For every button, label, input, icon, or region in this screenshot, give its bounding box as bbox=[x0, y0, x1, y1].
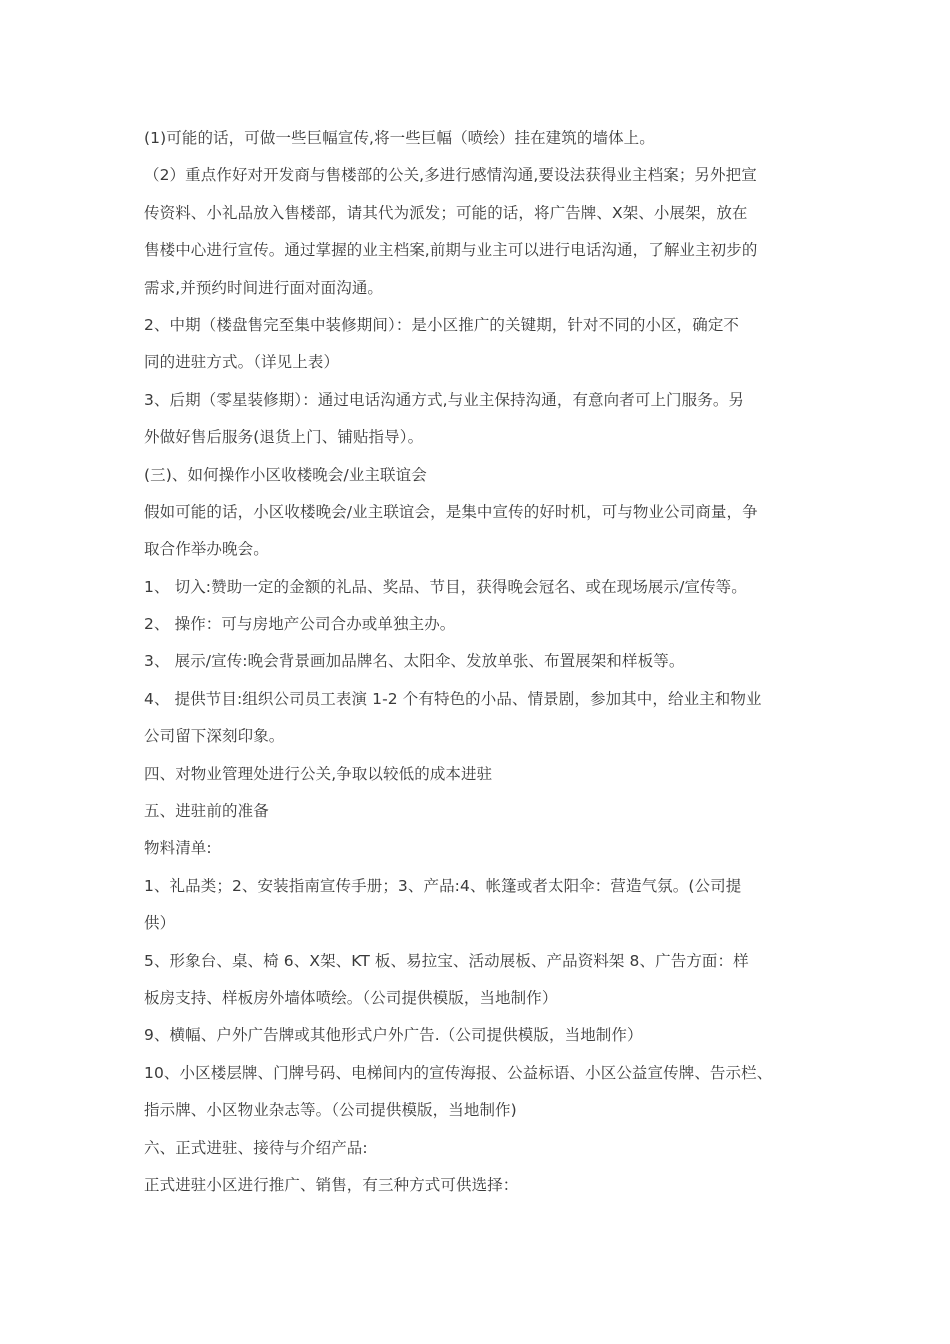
list-item: 1、 切入:赞助一定的金额的礼品、奖品、节目，获得晚会冠名、或在现场展示/宣传等。 bbox=[144, 577, 747, 596]
text-line: 取合作举办晚会。 bbox=[144, 540, 269, 559]
list-item: 10、小区楼层牌、门牌号码、电梯间内的宣传海报、公益标语、小区公益宣传牌、告示栏、 bbox=[144, 1063, 773, 1082]
text-line: 板房支持、样板房外墙体喷绘。（公司提供模版，当地制作） bbox=[144, 988, 558, 1007]
document-body bbox=[144, 120, 824, 1204]
list-item: 9、横幅、户外广告牌或其他形式户外广告.（公司提供模版，当地制作） bbox=[144, 1026, 643, 1045]
text-line: 假如可能的话，小区收楼晚会/业主联谊会，是集中宣传的好时机，可与物业公司商量，争 bbox=[144, 502, 758, 521]
text-line: 需求,并预约时间进行面对面沟通。 bbox=[144, 278, 384, 297]
text-line: 传资料、小礼品放入售楼部，请其代为派发；可能的话，将广告牌、X架、小展架，放在 bbox=[144, 203, 748, 222]
text-line: 同的进驻方式。（详见上表） bbox=[144, 353, 340, 372]
text-line: （2）重点作好对开发商与售楼部的公关,多进行感情沟通,要设法获得业主档案；另外把宣 bbox=[144, 166, 757, 185]
list-item: 1、礼品类；2、安装指南宣传手册；3、产品:4、帐篷或者太阳伞：营造气氛。(公司提 bbox=[144, 876, 742, 895]
section-heading: 六、正式进驻、接待与介绍产品: bbox=[144, 1138, 368, 1157]
list-item: 5、形象台、桌、椅 6、X架、KT 板、易拉宝、活动展板、产品资料架 8、广告方面：样 bbox=[144, 951, 749, 970]
text-line: 正式进驻小区进行推广、销售，有三种方式可供选择： bbox=[144, 1175, 519, 1194]
section-heading: 五、进驻前的准备 bbox=[144, 802, 269, 821]
text-line: 供） bbox=[144, 914, 176, 933]
text-line: 物料清单: bbox=[144, 839, 212, 858]
text-line: 外做好售后服务(退货上门、铺贴指导）。 bbox=[144, 428, 424, 447]
text-line: 2、中期（楼盘售完至集中装修期间）：是小区推广的关键期，针对不同的小区，确定不 bbox=[144, 315, 740, 334]
list-item: 3、 展示/宣传:晚会背景画加品牌名、太阳伞、发放单张、布置展架和样板等。 bbox=[144, 652, 685, 671]
list-item: 2、 操作：可与房地产公司合办或单独主办。 bbox=[144, 615, 456, 634]
text-line: 公司留下深刻印象。 bbox=[144, 727, 285, 746]
text-line: 3、后期（零星装修期）：通过电话沟通方式,与业主保持沟通，有意向者可上门服务。另 bbox=[144, 390, 745, 409]
text-line: (1)可能的话，可做一些巨幅宣传,将一些巨幅（喷绘）挂在建筑的墙体上。 bbox=[144, 129, 655, 147]
text-line: 售楼中心进行宣传。通过掌握的业主档案,前期与业主可以进行电话沟通，了解业主初步的 bbox=[144, 241, 758, 260]
section-heading: 四、对物业管理处进行公关,争取以较低的成本进驻 bbox=[144, 764, 493, 783]
section-heading: (三)、如何操作小区收楼晚会/业主联谊会 bbox=[144, 465, 427, 484]
text-line: 指示牌、小区物业杂志等。（公司提供模版，当地制作) bbox=[144, 1101, 517, 1120]
list-item: 4、 提供节目:组织公司员工表演 1-2 个有特色的小品、情景剧，参加其中，给业主和物业 bbox=[144, 689, 762, 708]
